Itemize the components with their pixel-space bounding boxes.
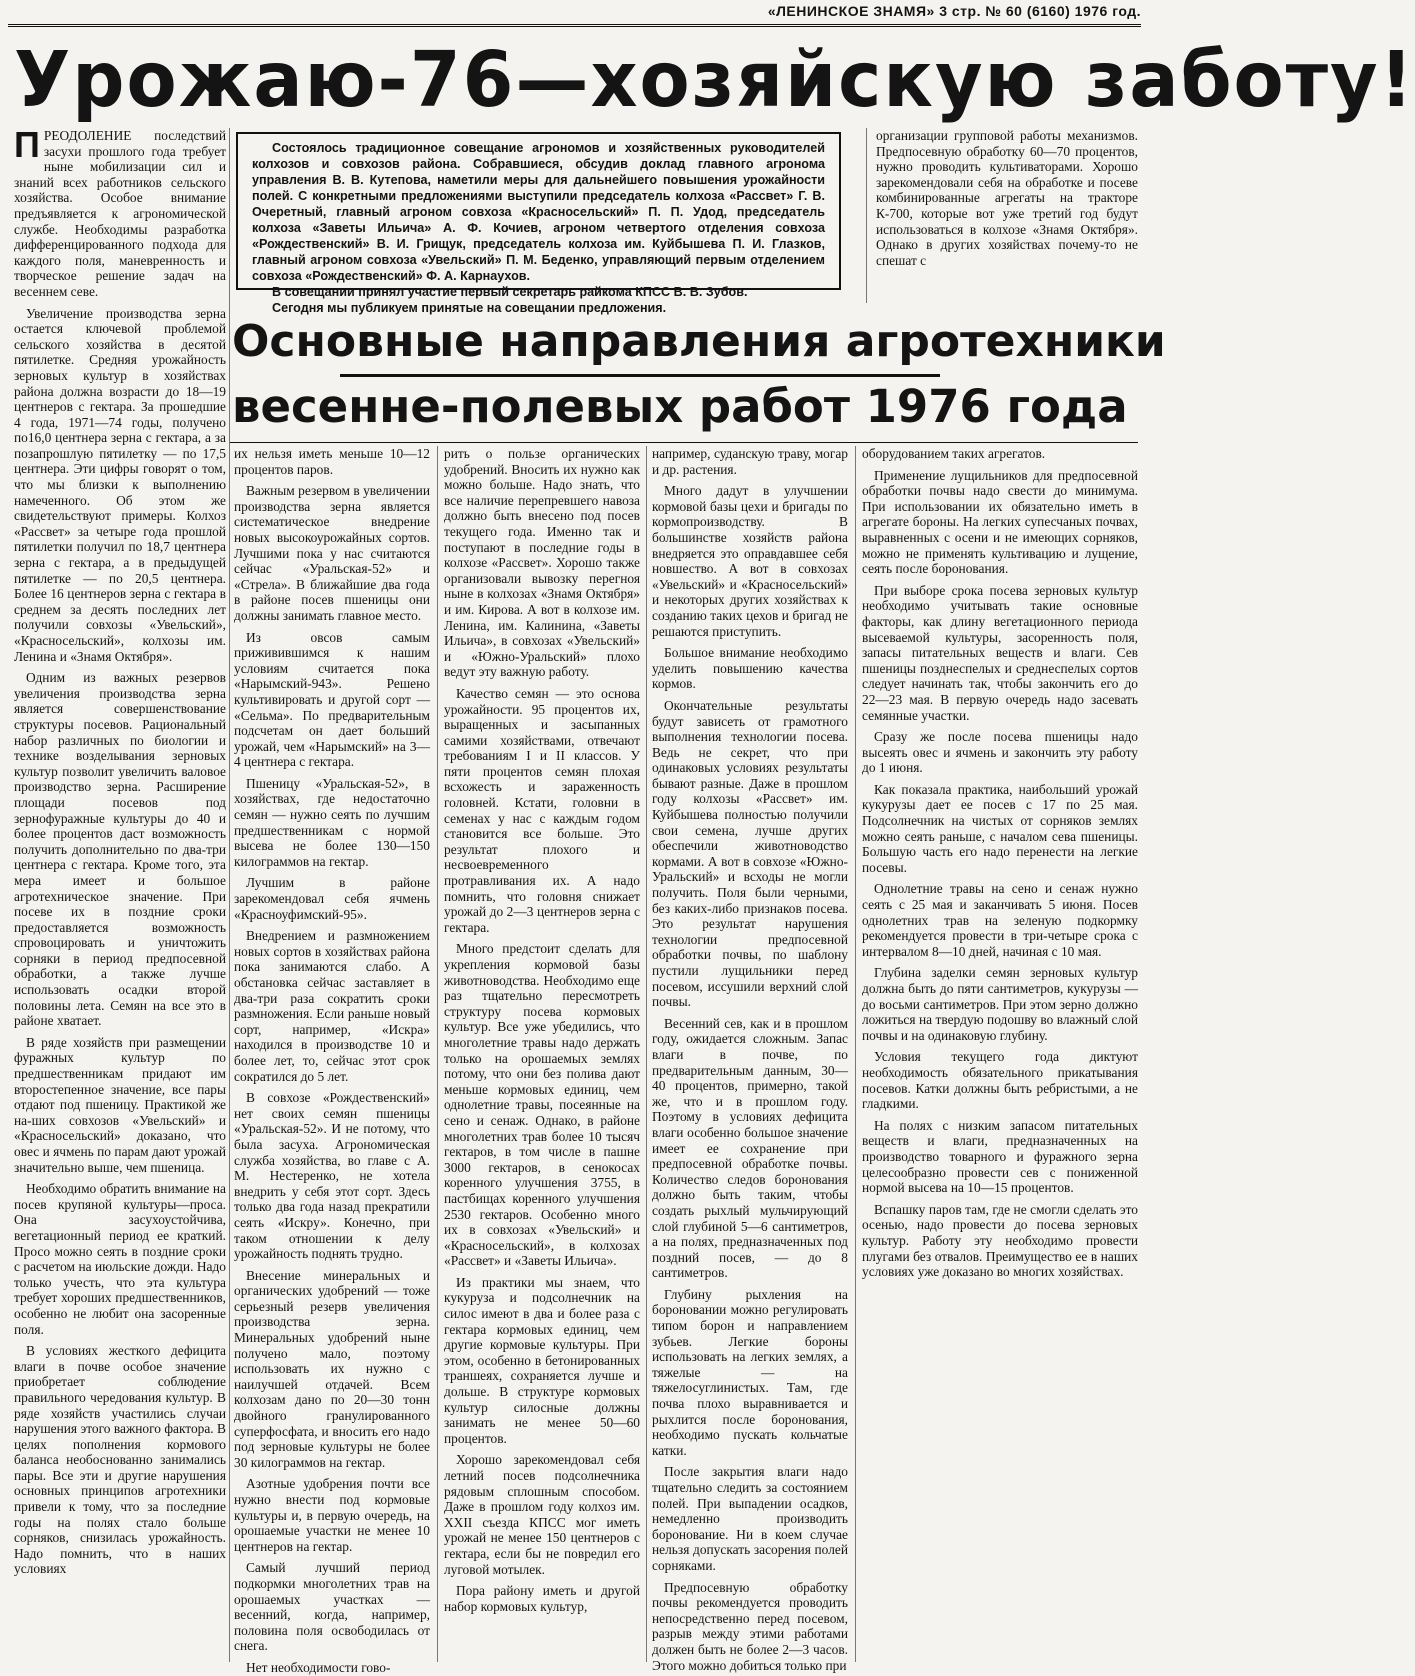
column-divider — [866, 128, 867, 303]
article-paragraph: Условия текущего года диктуют необходимость обязательного прикатывания посевов. Катки должны быть ребристыми, а не гладкими. — [862, 1049, 1138, 1112]
column-4 — [652, 446, 848, 1673]
article-paragraph: Применение лущильников для предпосевной обработки почвы надо свести до минимума. При использовании их обязательно иметь в агрегате бороны. На легких супесчаных почвах, выравненных с осени и не имеющих сорняков, можно не применять культивацию и лущение, сеять после боронования. — [862, 467, 1138, 577]
article-paragraph: ПРЕОДОЛЕНИЕ последствий засухи прошлого года требует ныне мобилизации сил и знаний всех работников сельского хозяйства. Особое внимание предъявляется к агрономической службе. Необходимы разработка дифференцированного подхода для каждого поля, маневренность и творческое решение задач на весеннем севе. — [14, 124, 226, 299]
article-paragraph: Внедрением и размножением новых сортов в хозяйствах района пока занимаются слабо. А обстановка сейчас заставляет в два-три раза сократить сроки размножения. Если раньше новый сорт, например, «Искра» находился в производстве 10 и более лет, то, сейчас этот срок сократился до 5 лет. — [234, 928, 430, 1084]
article-paragraph: организации групповой работы механизмов. Предпосевную обработку 60—70 процентов, нужно проводить культиваторами. Хорошо зарекомендовали себя на обработке и посеве комбинированные агрегаты на тракторе К-700, которые вот уже третий год будут использоваться в колхозе «Знамя Октября». Однако в других хозяйствах почему-то не спешат с — [876, 128, 1138, 268]
article-paragraph: При выборе срока посева зерновых культур необходимо учитывать такие основные факторы, как длину вегетационного периода высеваемой культуры, засоренность поля, запасы питательных веществ и влаги. Сев пшеницы позднеспелых и среднеспелых сортов следует начинать так, чтобы закончить его до 22—23 мая. В первую очередь надо засевать семянные участки. — [862, 582, 1138, 723]
intro-paragraph: В совещании принял участие первый секретарь райкома КПСС В. В. Зубов. — [272, 285, 748, 299]
intro-paragraph: Сегодня мы публикуем принятые на совещании предложения. — [272, 301, 667, 315]
article-paragraph: Внесение минеральных и органических удобрений — тоже серьезный резерв увеличения производства зерна. Минеральных удобрений ныне получено мало, поэтому использовать их нужно с наилучшей отдачей. Всем колхозам дано по 20—30 тонн двойного гранулированного суперфосфата, и вносить его надо под зерновые культуры не более 30 килограммов на гектар. — [234, 1267, 430, 1470]
article-paragraph: Сразу же после посева пшеницы надо высеять овес и ячмень и закончить эту работу до 1 июня. — [862, 729, 1138, 776]
column-divider — [229, 128, 230, 1662]
column-divider — [437, 446, 438, 1662]
article-paragraph: Необходимо обратить внимание на посев крупяной культуры—проса. Она засухоустойчива, вегетационный период ее краткий. Просо можно сеять в поздние сроки с расчетом на июльские дожди. Надо только учесть, что эта культура требует хороших предшественников, особенно не любит она засоренные поля. — [14, 1181, 226, 1337]
article-paragraph: рить о пользе органических удобрений. Вносить их нужно как можно больше. Надо знать, что все наличие перепревшего навоза должно быть внесено под посев текущего года. Именно так и поступают в последние годы в колхозе «Рассвет». Хорошо также организовали вывозку перегноя ныне в колхозах «Знамя Октября» и им. Кирова. А вот в колхозе им. Ленина, им. Калинина, «Заветы Ильича», в совхозах «Увельский» и «Южно-Уральский» плохо ведут эту важную работу. — [444, 446, 640, 680]
article-paragraph: Пора району иметь и другой набор кормовых культур, — [444, 1583, 640, 1614]
column-divider — [646, 446, 647, 1662]
article-paragraph: Пшеницу «Уральская-52», в хозяйствах, где недостаточно семян — нужно сеять по лучшим предшественникам с нормой высева не более 130—150 килограммов на гектар. — [234, 775, 430, 869]
article-paragraph: Важным резервом в увеличении производства зерна является систематическое внедрение новых высокоурожайных сортов. Лучшими пока у нас считаются сейчас «Уральская-52» и «Стрела». В ближайшие два года в районе посев пшеницы они должны занимать главное место. — [234, 483, 430, 623]
article-paragraph: Увеличение производства зерна остается ключевой проблемой сельского хозяйства в десятой пятилетке. Средняя урожайность зерновых культур в хозяйствах района должна возрасти до 18—19 центнеров с гектара. За прошедшие 4 года, 1971—74 годы, получено по16,0 центнера зерна с гектара, а за позапрошлую пятилетку — по 17,5 центнера. Эти цифры говорят о том, что мы близки к выполнению намеченного. Об этом же свидетельствуют примеры. Колхоз «Рассвет» за четыре года прошлой пятилетки получил по 18,7 центнера зерна с гектара, а в предыдущей пятилетке — по 20,5 центнера. Более 16 центнеров зерна с гектара в среднем за десять последних лет получили совхозы «Увельский», «Красносельский», колхозы им. Ленина и «Знамя Октября». — [14, 305, 226, 664]
headline-rule — [230, 442, 1138, 443]
article-paragraph: Как показала практика, наибольший урожай кукурузы дает ее посев с 17 по 25 мая. Подсолнечник на чистых от сорняков землях можно сеять раньше, с началом сева пшеницы. Большую часть его надо перенести на легкие посевы. — [862, 781, 1138, 875]
article-paragraph: В условиях жесткого дефицита влаги в почве особое значение приобретает соблюдение правильного чередования культур. В ряде хозяйств участились случаи нарушения этого важного фактора. В целях пополнения кормового баланса необоснованно занимались пары. Все эти и другие нарушения основных принципов агротехники привели к тому, что за последние годы на полях стало больше сорняков, снизилась урожайность. Надо помнить, что в наших условиях — [14, 1343, 226, 1577]
article-paragraph: Много дадут в улучшении кормовой базы цехи и бригады по кормопроизводству. В большинстве хозяйств района внедряется это оправдавшее себя новшество. А вот в совхозах «Увельский» и «Красносельский» и некоторых других хозяйствах к созданию таких цехов и бригад не решаются приступить. — [652, 483, 848, 639]
column-3 — [444, 446, 640, 1662]
page-headline: Урожаю-76—хозяйскую заботу! — [14, 35, 1415, 126]
article-paragraph: оборудованием таких агрегатов. — [862, 446, 1046, 461]
article-paragraph: Одним из важных резервов увеличения производства зерна является совершенствование структуры посевов. Рациональный набор различных по биологии и технике возделывания зерновых культур позволит увеличить валовое производство зерна. Расширение площади посевов под зернофуражные культуры до 40 и более процентов даст возможность получить дополнительно по два-три центнера с гектара. Кроме того, эта мера имеет и большое агротехническое значение. При посеве их в поздние сроки предоставляется возможность спровоцировать и уничтожить сорняки в период предпосевной обработки, а также лучше использовать осадки второй половины лета. Семян на все это в районе хватает. — [14, 670, 226, 1029]
article-paragraph: В ряде хозяйств при размещении фуражных культур по предшественникам придают им второстепенное значение, все пары отдают под пшеницу. Практикой же на-ших совхозов «Увельский» и «Красносельский» доказано, что овес и ячмень по парам дают урожай значительно выше, чем пшеница. — [14, 1034, 226, 1175]
article-paragraph: Предпосевную обработку почвы рекомендуется проводить непосредственно перед посевом, разрыв между этими работами должен быть не более 2—3 часов. Этого можно добиться только при — [652, 1579, 848, 1673]
masthead-title: «ЛЕНИНСКОЕ ЗНАМЯ» 3 стр. № 60 (6160) 1976 год. — [762, 3, 1141, 19]
article-paragraph: Весенний сев, как и в прошлом году, ожидается сложным. Запас влаги в почве, по предварительным данным, 30—40 процентов, примерно, такой же, что и в прошлом году. Поэтому в условиях дефицита влаги особенно большое значение имеет ее сохранение при предпосевной обработке почвы. Количество следов боронования должно быть таким, чтобы создать рыхлый мульчирующий слой глубиной 5—6 сантиметров, а на полях, предназначенных под поздний посев, — до 8 сантиметров. — [652, 1015, 848, 1281]
column-divider — [855, 446, 856, 1662]
article-paragraph: На полях с низким запасом питательных веществ и влаги, предназначенных на производство товарного и фуражного зерна целесообразно провести сев с пониженной нормой высева на 10—15 процентов. — [862, 1117, 1138, 1196]
article-paragraph: После закрытия влаги надо тщательно следить за состоянием полей. При выпадении осадков, немедленно производить боронование. Ни в коем случае нельзя допускать засорения полей сорняками. — [652, 1464, 848, 1573]
article-paragraph: их нельзя иметь меньше 10—12 процентов паров. — [234, 446, 430, 477]
article-paragraph: Глубина заделки семян зерновых культур должна быть до пяти сантиметров, кукурузы — до восьми сантиметров. При этом зерно должно ложиться на твердую подошву во влажный слой почвы и на одинаковую глубину. — [862, 965, 1138, 1043]
article-paragraph: Из практики мы знаем, что кукуруза и подсолнечник на силос имеют в два и более раза с гектара кормовых единиц, чем другие кормовые культуры. При этом, особенно в бетонированных траншеях, сохраняется лучше и дольше. В структуре кормовых культур силосные должны занимать не менее 50—60 процентов. — [444, 1274, 640, 1446]
article-paragraph: Качество семян — это основа урожайности. 95 процентов их, выращенных и засыпанных самими хозяйствами, отвечают требованиям I и II классов. У пяти процентов семян плохая всхожесть и зараженность головней. Кстати, головни в семенах у нас с каждым годом становится все больше. Это результат плохого и несвоевременного протравливания их. А надо помнить, что головня снижает урожай до 2—3 центнеров зерна с гектара. — [444, 685, 640, 935]
intro-paragraph: Состоялось традиционное совещание агрономов и хозяйственных руководителей колхозов и совхозов района. Собравшиеся, обсудив доклад главного агронома управления В. В. Кутепова, наметили меры для дальнейшего повышения урожайности полей. С конкретными предложениями выступили председатель колхоза «Рассвет» Г. В. Очеретный, главный агроном совхоза «Красносельский» П. П. Удод, председатель колхоза «Заветы Ильича» А. Ф. Кочиев, агроном четвертого отделения совхоза «Рождественский» В. И. Грищук, председатель колхоза им. Куйбышева П. И. Глазков, главный агроном совхоза «Увельский» П. М. Беденко, управляющий первым отделением совхоза «Рождественский» Ф. А. Карнаухов. — [252, 141, 825, 283]
article-paragraph: например, суданскую траву, могар и др. растения. — [652, 446, 848, 477]
column-2 — [234, 446, 430, 1675]
article-paragraph: Большое внимание необходимо уделить повышению качества кормов. — [652, 645, 848, 692]
article-paragraph: Азотные удобрения почти все нужно внести под кормовые культуры и, в первую очередь, на орошаемые участки не менее 10 центнеров на гектар. — [234, 1476, 430, 1554]
article-paragraph: Из овсов самым приживившимся к нашим условиям считается пока «Нарымский-943». Решено культивировать и другой сорт — «Сельма». По предварительным подсчетам он дает больший урожай, чем «Нарымский» на 3—4 центнера с гектара. — [234, 629, 430, 770]
article-paragraph: Глубину рыхления на бороновании можно регулировать типом борон и направлением зубьев. Легкие бороны использовать на легких землях, а тяжелые — на тяжелосуглинистых. Там, где почва плохо выравнивается и рыхлится после боронования, необходимо пускать кольчатые катки. — [652, 1286, 848, 1458]
article-paragraph: Нет необходимости гово- — [246, 1659, 391, 1675]
article-paragraph: Самый лучший период подкормки многолетних трав на орошаемых участках — весенний, когда, например, половина поля освободилась от снега. — [234, 1560, 430, 1654]
intro-box — [236, 132, 841, 315]
article-paragraph: В совхозе «Рождественский» нет своих семян пшеницы «Уральская-52». И не потому, что была засуха. Агрономическая служба хозяйства, во главе с А. М. Нестеренко, не хотела внедрить у себя этот сорт. Здесь только два года назад прекратили сеять «Искру». Конечно, при таком отношении к делу урожайность поднять трудно. — [234, 1090, 430, 1262]
drop-cap: П — [14, 124, 40, 165]
article-paragraph: Вспашку паров там, где не смогли сделать это осенью, надо провести до посева зерновых культур. Работу эту необходимо провести плугами без отвалов. Преимущество ее в наших условиях уже доказано во многих хозяйствах. — [862, 1201, 1138, 1280]
masthead — [8, 0, 1141, 27]
article-paragraph: Лучшим в районе зарекомендовал себя ячмень «Красноуфимский-95». — [234, 875, 430, 922]
article-paragraph: Много предстоит сделать для укрепления кормовой базы животноводства. Необходимо еще раз тщательно пересмотреть структуру посева кормовых культур. Все уже убедились, что многолетние травы надо держать только на орошаемых землях потому, что они без полива дают меньше кормовых единиц, чем однолетние травы, посеянные на сено и сенаж. Однако, в районе многолетних трав более 10 тысяч гектаров, в том числе в пашне 3000 гектаров, в сенокосах коренного улучшения 3755, в пастбищах коренного улучшения 2530 гектаров. Особенно много их в совхозах «Увельский» и «Красносельский», в колхозах «Рассвет» и «Заветы Ильича». — [444, 941, 640, 1269]
article-paragraph: Однолетние травы на сено и сенаж нужно сеять с 25 мая и заканчивать 5 июня. Посев однолетних трав на зеленую подкормку рекомендуется провести в три-четыре срока с интервалом 8—10 дней, начиная с 10 мая. — [862, 881, 1138, 959]
column-1 — [14, 124, 226, 1662]
column-5 — [862, 446, 1138, 1662]
article-paragraph: Окончательные результаты будут зависеть от грамотного выполнения технологии посева. Ведь не секрет, что при одинаковых условиях результаты бывают разные. Даже в прошлом году колхозы «Рассвет» им. Куйбышева полностью получили свои семена, лучше других обеспечили животноводство кормами. А вот в совхозе «Южно-Уральский» и всходы не могли получить. Поля были черными, без каких-либо признаков посева. Это результат нарушения технологии предпосевной обработки почвы, по шаблону пустили лущильники перед посевом, иссушили верхний слой почвы. — [652, 697, 848, 1010]
article-headline-line-2: весенне-полевых работ 1976 года — [232, 380, 1128, 433]
article-headline-line-1: Основные направления агротехники — [232, 316, 1166, 367]
article-paragraph: Хорошо зарекомендовал себя летний посев подсолнечника рядовым сплошным способом. Даже в прошлом году колхоз им. XXII съезда КПСС мог иметь урожай не менее 150 центнеров с гектара, если бы не повредил его луговой мотылек. — [444, 1452, 640, 1577]
column-5-top — [876, 128, 1138, 303]
